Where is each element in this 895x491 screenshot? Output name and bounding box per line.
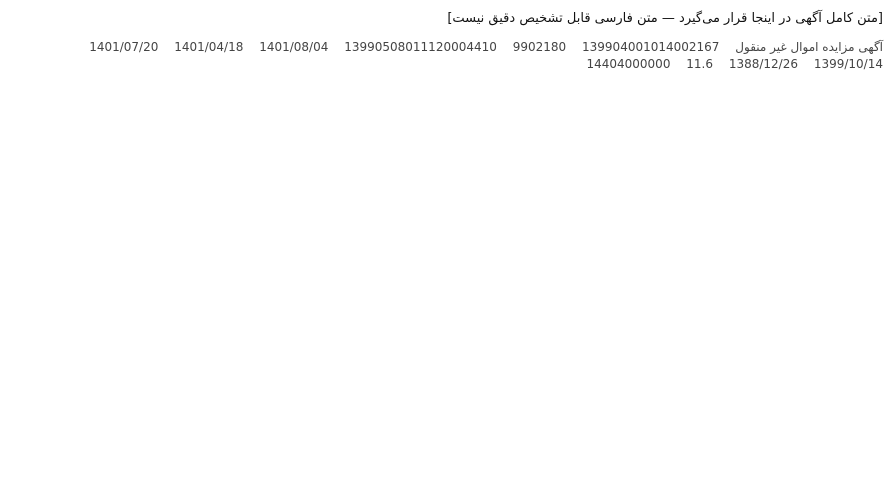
date-3: 1401/07/20: [89, 39, 159, 54]
file-number-1: 139904001014002167: [582, 39, 720, 54]
file-number-3: 13990508011120004410: [344, 39, 497, 54]
date-2: 1401/04/18: [174, 39, 244, 54]
date-1: 1401/08/04: [259, 39, 329, 54]
file-number-2: 9902180: [512, 39, 567, 54]
auction-notice-facts: [12, 39, 883, 73]
appraisal-amount: 14404000000: [586, 56, 671, 71]
area: 11.6: [686, 56, 713, 71]
notice-title: آگهی مزایده اموال غیر منقول: [735, 39, 883, 54]
auction-notice-text: [متن کامل آگهی در اینجا قرار می‌گیرد — متن فارسی قابل تشخیص دقیق نیست]: [447, 11, 883, 26]
date-4: 1399/10/14: [813, 56, 883, 71]
date-5: 1388/12/26: [728, 56, 798, 71]
